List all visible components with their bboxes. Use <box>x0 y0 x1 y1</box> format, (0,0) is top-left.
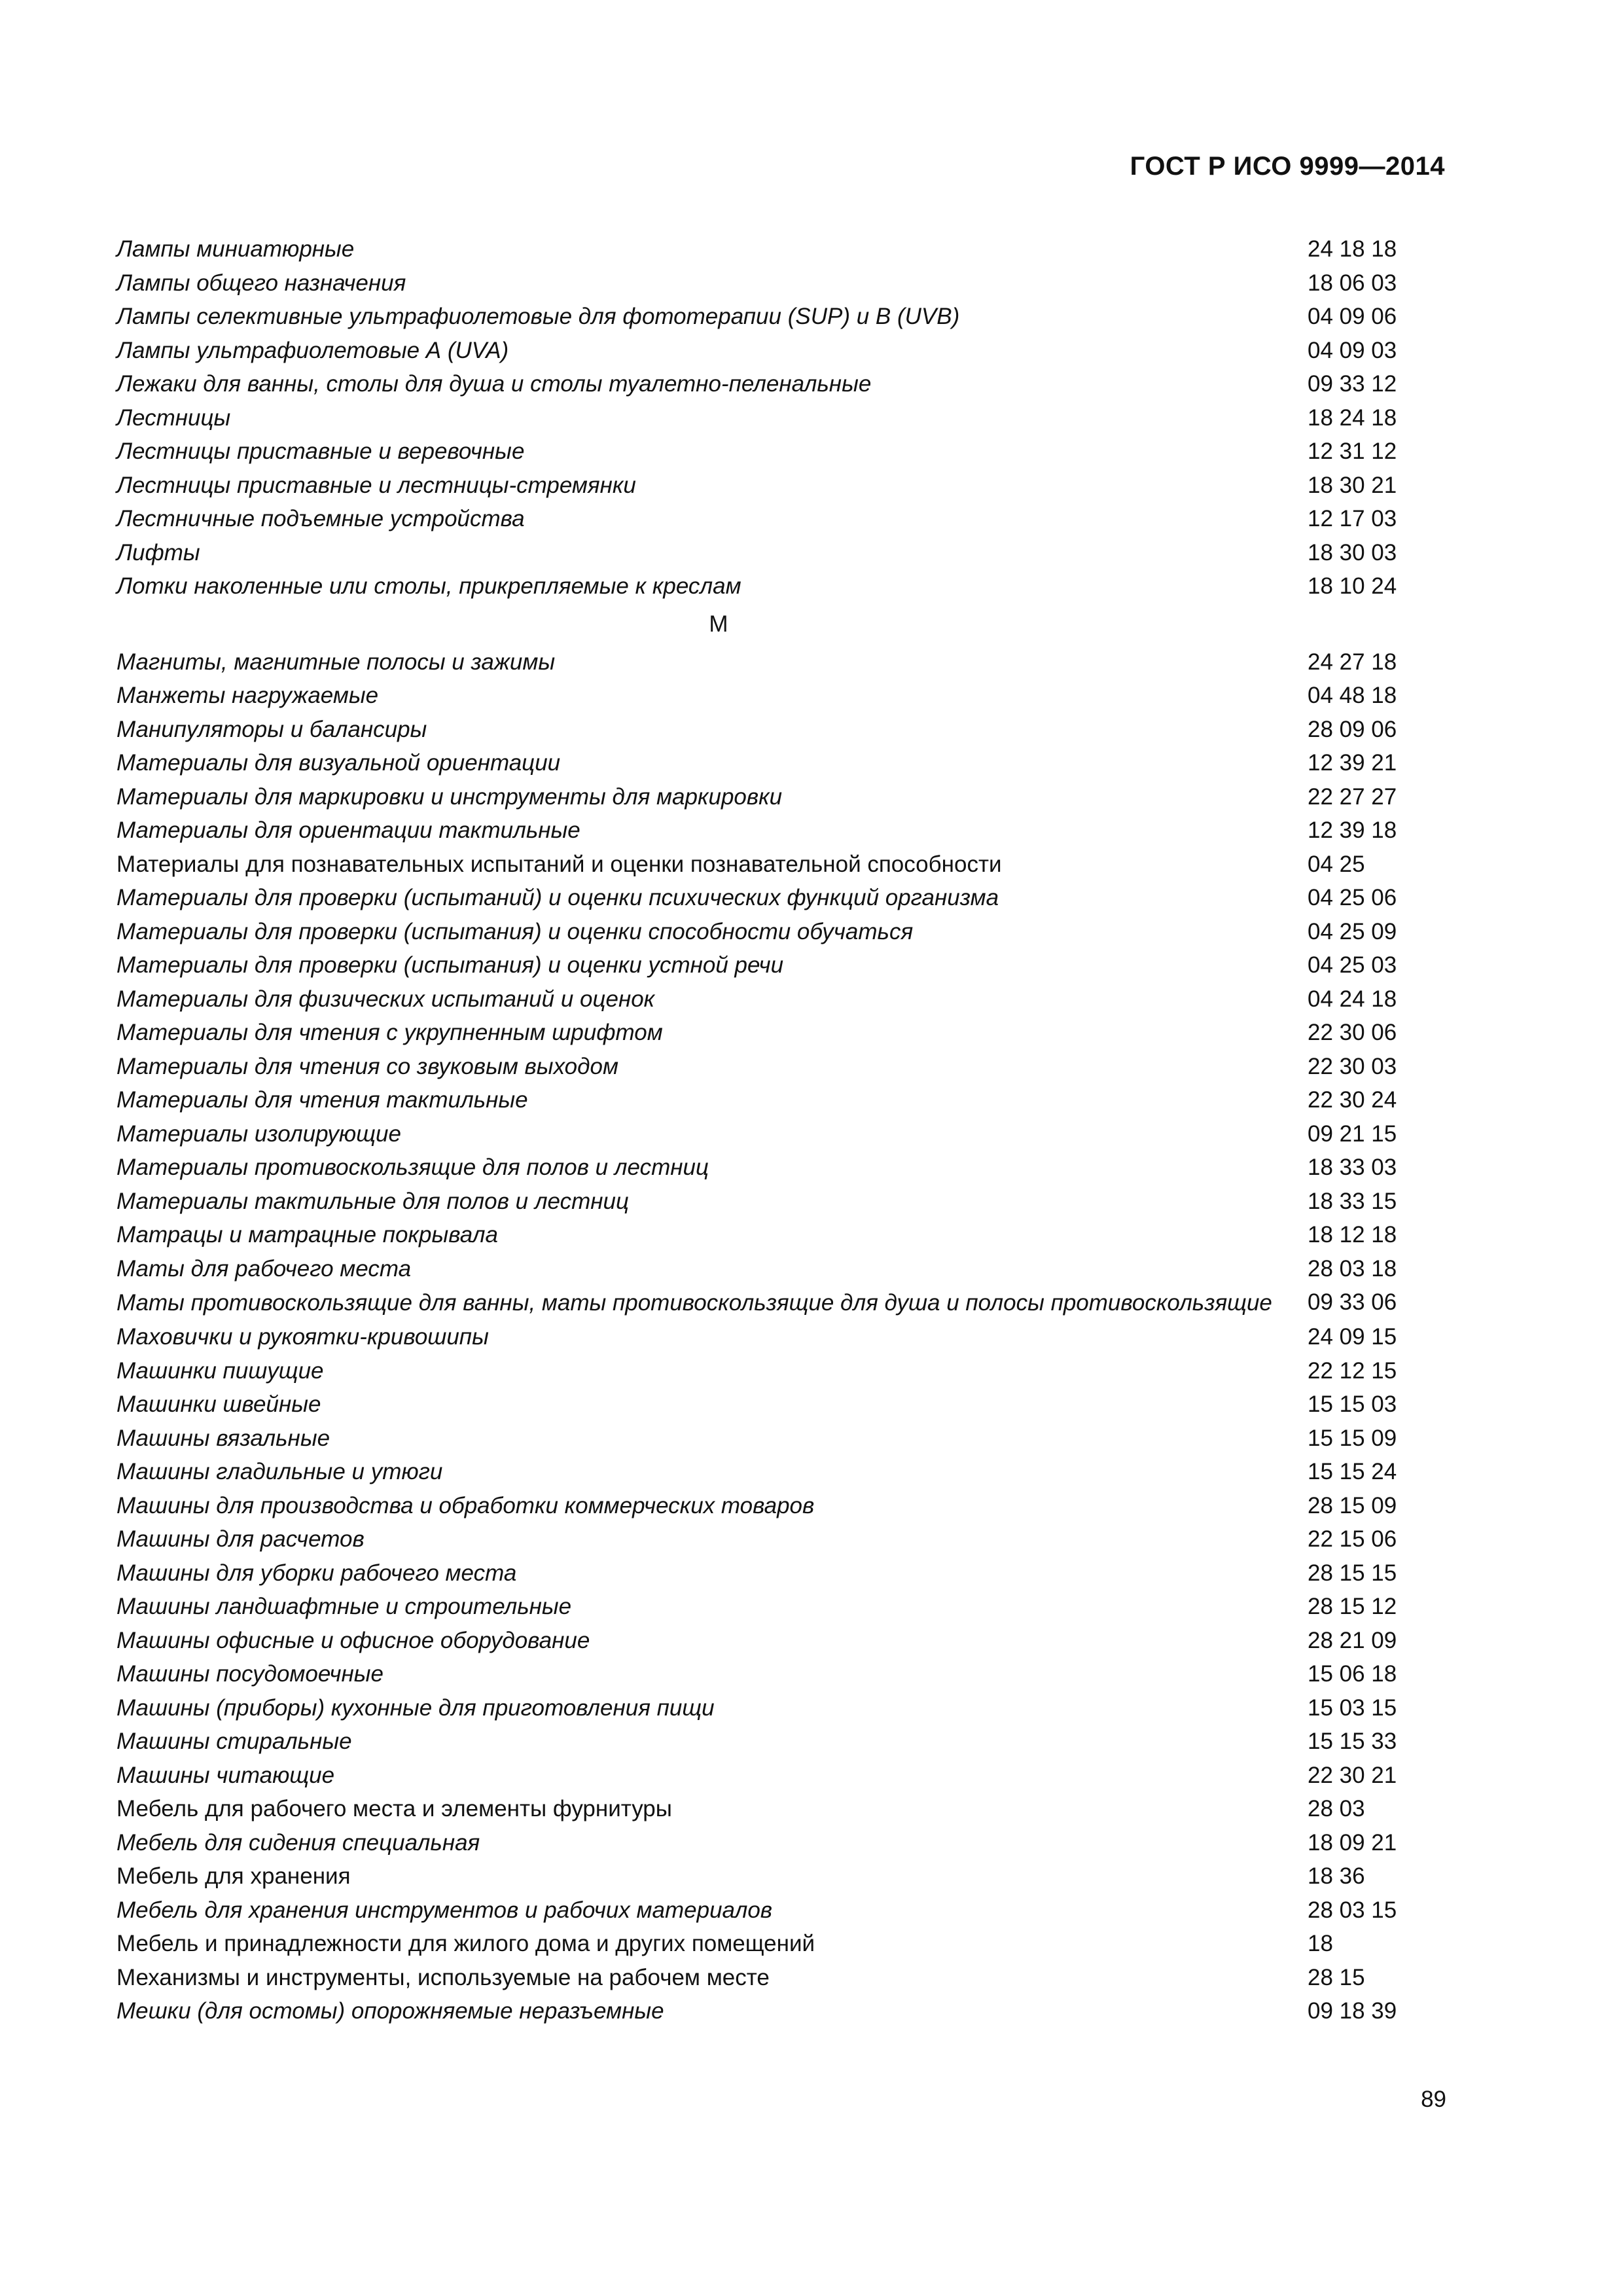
entry-code: 28 15 12 <box>1308 1594 1397 1619</box>
entry-code: 09 33 06 <box>1308 1289 1397 1315</box>
index-entry <box>116 1083 1445 1117</box>
entry-term: Материалы изолирующие <box>116 1121 401 1147</box>
entry-term: Материалы для проверки (испытаний) и оценки психических функций организма <box>116 885 999 910</box>
entry-code: 15 15 24 <box>1308 1459 1397 1484</box>
alphabetical-index <box>116 232 1445 2028</box>
index-entry <box>116 1893 1445 1928</box>
entry-code: 28 15 15 <box>1308 1560 1397 1586</box>
index-entry <box>116 1859 1445 1893</box>
entry-term: Машины для производства и обработки коммерческих товаров <box>116 1492 815 1518</box>
entry-term: Материалы для чтения с укрупненным шрифтом <box>116 1020 663 1045</box>
entry-code: 15 03 15 <box>1308 1695 1397 1721</box>
entry-term: Материалы для визуальной ориентации <box>116 750 561 776</box>
entry-term: Машины офисные и офисное оборудование <box>116 1627 590 1653</box>
entry-code: 18 30 03 <box>1308 539 1397 565</box>
index-entry <box>116 1252 1445 1286</box>
index-entry <box>116 266 1445 300</box>
entry-code: 28 09 06 <box>1308 716 1397 742</box>
entry-code: 04 09 06 <box>1308 304 1397 329</box>
entry-term: Материалы для проверки (испытания) и оценки способности обучаться <box>116 918 914 944</box>
index-entry <box>116 1994 1445 2028</box>
entry-term: Машины (приборы) кухонные для приготовления пищи <box>116 1695 715 1721</box>
entry-code: 18 <box>1308 1931 1333 1956</box>
entry-term: Лампы миниатюрные <box>116 236 355 262</box>
index-entry <box>116 1556 1445 1590</box>
entry-code: 12 17 03 <box>1308 506 1397 531</box>
entry-code: 18 33 15 <box>1308 1188 1397 1214</box>
entry-term: Материалы для маркировки и инструменты для маркировки <box>116 783 783 810</box>
index-entry <box>116 435 1445 469</box>
entry-code: 15 15 03 <box>1308 1391 1397 1417</box>
index-entry <box>116 1489 1445 1523</box>
index-entry <box>116 1725 1445 1759</box>
index-entry <box>116 915 1445 949</box>
entry-term: Машины стиральные <box>116 1729 352 1754</box>
entry-term: Магниты, магнитные полосы и зажимы <box>116 649 556 675</box>
entry-term: Лестницы приставные и веревочные <box>116 439 525 464</box>
entry-term: Мебель для хранения <box>116 1863 351 1889</box>
index-entry <box>116 569 1445 603</box>
entry-code: 12 39 18 <box>1308 817 1397 843</box>
entry-code: 18 24 18 <box>1308 404 1397 431</box>
entry-code: 04 09 03 <box>1308 337 1397 363</box>
index-entry <box>116 1320 1445 1354</box>
index-entry <box>116 881 1445 915</box>
index-entry <box>116 469 1445 503</box>
index-entry <box>116 1151 1445 1185</box>
entry-code: 28 15 <box>1308 1964 1365 1990</box>
entry-term: Материалы для ориентации тактильные <box>116 817 580 843</box>
entry-term: Машины читающие <box>116 1762 335 1788</box>
index-entry <box>116 1218 1445 1252</box>
entry-term: Машины ландшафтные и строительные <box>116 1594 572 1619</box>
index-entry <box>116 746 1445 780</box>
entry-term: Манипуляторы и балансиры <box>116 716 427 742</box>
entry-code: 15 15 33 <box>1308 1729 1397 1754</box>
entry-term: Лестницы <box>116 404 231 431</box>
index-entry <box>116 1388 1445 1422</box>
index-group-m <box>116 645 1445 2028</box>
entry-term: Материалы для чтения со звуковым выходом <box>116 1053 618 1079</box>
entry-code: 24 27 18 <box>1308 649 1397 675</box>
index-entry <box>116 848 1445 882</box>
entry-term: Матрацы и матрацные покрывала <box>116 1222 499 1247</box>
entry-term: Лестницы приставные и лестницы-стремянки <box>116 472 636 498</box>
entry-term: Лежаки для ванны, столы для душа и столы туалетно-пеленальные <box>116 371 872 397</box>
entry-term: Маховички и рукоятки-кривошипы <box>116 1324 489 1350</box>
index-entry <box>116 1590 1445 1624</box>
entry-term: Лотки наколенные или столы, прикрепляемые к креслам <box>116 573 741 599</box>
entry-code: 24 18 18 <box>1308 236 1397 262</box>
index-entry <box>116 1050 1445 1084</box>
entry-code: 22 15 06 <box>1308 1526 1397 1552</box>
entry-code: 22 12 15 <box>1308 1357 1397 1384</box>
entry-code: 22 30 03 <box>1308 1053 1397 1079</box>
index-entry <box>116 1117 1445 1151</box>
index-entry <box>116 1285 1445 1320</box>
entry-term: Лестничные подъемные устройства <box>116 506 525 531</box>
index-entry <box>116 1455 1445 1489</box>
entry-term: Лампы селективные ультрафиолетовые для фототерапии (SUP) и В (UVB) <box>116 304 960 329</box>
entry-code: 28 03 15 <box>1308 1897 1397 1923</box>
entry-code: 28 03 <box>1308 1796 1365 1821</box>
index-entry <box>116 502 1445 536</box>
entry-code: 04 25 09 <box>1308 918 1397 944</box>
entry-code: 04 25 06 <box>1308 885 1397 910</box>
entry-term: Машины для уборки рабочего места <box>116 1560 517 1586</box>
entry-term: Манжеты нагружаемые <box>116 683 379 708</box>
entry-code: 18 10 24 <box>1308 573 1397 599</box>
index-entry <box>116 232 1445 266</box>
entry-code: 28 15 09 <box>1308 1492 1397 1518</box>
index-entry <box>116 300 1445 334</box>
entry-code: 22 30 06 <box>1308 1020 1397 1045</box>
entry-term: Мебель и принадлежности для жилого дома и других помещений <box>116 1931 815 1956</box>
index-entry <box>116 645 1445 679</box>
entry-code: 15 06 18 <box>1308 1661 1397 1687</box>
entry-code: 28 03 18 <box>1308 1255 1397 1282</box>
entry-code: 24 09 15 <box>1308 1324 1397 1350</box>
entry-term: Мешки (для остомы) опорожняемые неразъемные <box>116 1998 664 2024</box>
entry-term: Материалы для познавательных испытаний и оценки познавательной способности <box>116 851 1002 877</box>
section-letter: М <box>709 611 728 637</box>
entry-code: 22 30 21 <box>1308 1762 1397 1788</box>
entry-term: Материалы для проверки (испытания) и оценки устной речи <box>116 952 784 978</box>
entry-term: Лампы общего назначения <box>116 270 406 296</box>
entry-code: 18 33 03 <box>1308 1155 1397 1180</box>
entry-term: Лифты <box>116 539 200 565</box>
index-entry <box>116 1624 1445 1658</box>
entry-code: 22 30 24 <box>1308 1087 1397 1113</box>
entry-code: 09 18 39 <box>1308 1998 1397 2024</box>
entry-term: Материалы для чтения тактильные <box>116 1087 528 1113</box>
entry-code: 04 25 03 <box>1308 952 1397 978</box>
index-entry <box>116 814 1445 848</box>
index-entry <box>116 1522 1445 1556</box>
entry-code: 12 31 12 <box>1308 439 1397 464</box>
index-group-l <box>116 232 1445 603</box>
index-entry <box>116 367 1445 401</box>
entry-term: Машинки швейные <box>116 1391 321 1417</box>
index-entry <box>116 713 1445 747</box>
index-entry <box>116 1961 1445 1995</box>
entry-code: 22 27 27 <box>1308 783 1397 810</box>
entry-code: 28 21 09 <box>1308 1627 1397 1653</box>
entry-code: 15 15 09 <box>1308 1425 1397 1451</box>
entry-term: Мебель для сидения специальная <box>116 1829 480 1856</box>
entry-term: Машины для расчетов <box>116 1526 365 1552</box>
page-number: 89 <box>1421 2087 1446 2112</box>
index-entry <box>116 1422 1445 1456</box>
document-header: ГОСТ Р ИСО 9999—2014 <box>1130 152 1445 181</box>
entry-code: 18 09 21 <box>1308 1829 1397 1856</box>
entry-code: 04 25 <box>1308 851 1365 877</box>
entry-code: 18 30 21 <box>1308 472 1397 498</box>
index-entry <box>116 1759 1445 1793</box>
entry-term: Механизмы и инструменты, используемые на рабочем месте <box>116 1964 770 1990</box>
entry-term: Маты противоскользящие для ванны, маты противоскользящие для душа и полосы противоскользящие <box>116 1290 1272 1316</box>
entry-term: Материалы противоскользящие для полов и лестниц <box>116 1155 709 1180</box>
index-entry <box>116 982 1445 1016</box>
entry-term: Маты для рабочего места <box>116 1255 412 1282</box>
index-entry <box>116 948 1445 982</box>
entry-term: Машины посудомоечные <box>116 1661 383 1687</box>
entry-code: 09 33 12 <box>1308 371 1397 397</box>
entry-code: 09 21 15 <box>1308 1121 1397 1147</box>
entry-code: 18 36 <box>1308 1863 1365 1889</box>
entry-term: Лампы ультрафиолетовые А (UVA) <box>116 337 509 363</box>
entry-code: 18 12 18 <box>1308 1222 1397 1247</box>
index-entry <box>116 1185 1445 1219</box>
index-entry <box>116 1016 1445 1050</box>
entry-term: Мебель для хранения инструментов и рабочих материалов <box>116 1897 773 1923</box>
index-entry <box>116 1657 1445 1691</box>
index-entry <box>116 679 1445 713</box>
entry-code: 04 24 18 <box>1308 986 1397 1012</box>
entry-term: Машины гладильные и утюги <box>116 1459 443 1484</box>
index-entry <box>116 1354 1445 1388</box>
entry-term: Материалы для физических испытаний и оценок <box>116 986 655 1012</box>
index-entry <box>116 536 1445 570</box>
index-entry <box>116 334 1445 368</box>
entry-term: Материалы тактильные для полов и лестниц <box>116 1188 630 1214</box>
index-entry <box>116 1691 1445 1725</box>
entry-term: Машинки пишущие <box>116 1357 324 1384</box>
entry-code: 04 48 18 <box>1308 683 1397 708</box>
index-entry <box>116 1826 1445 1860</box>
entry-term: Мебель для рабочего места и элементы фурнитуры <box>116 1796 672 1821</box>
entry-code: 12 39 21 <box>1308 750 1397 776</box>
index-entry <box>116 401 1445 435</box>
index-entry <box>116 780 1445 814</box>
entry-code: 18 06 03 <box>1308 270 1397 296</box>
entry-term: Машины вязальные <box>116 1425 330 1451</box>
index-entry <box>116 1792 1445 1826</box>
index-entry <box>116 1927 1445 1961</box>
